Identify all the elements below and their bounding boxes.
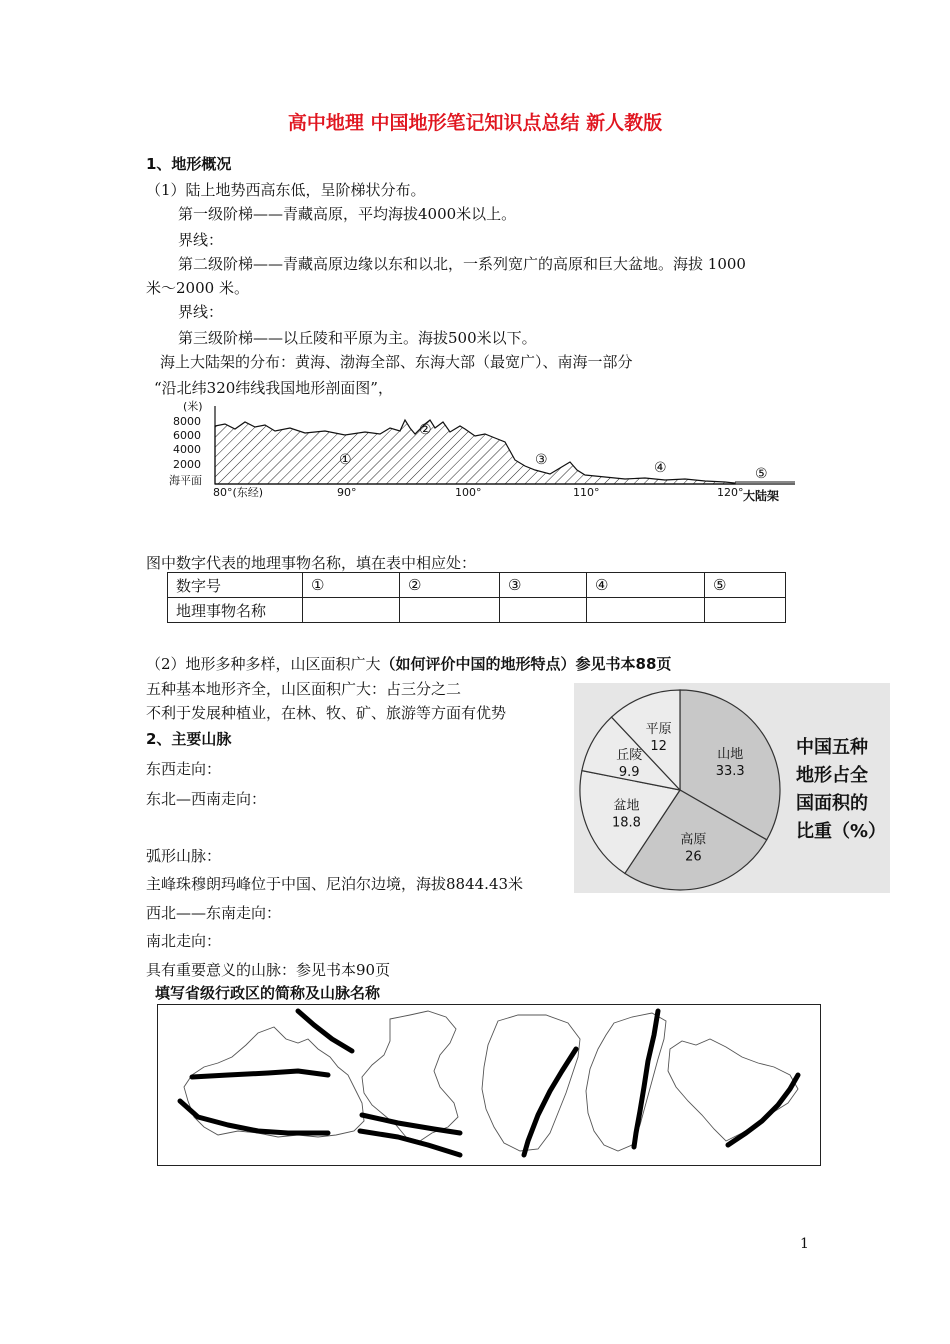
document-title: 高中地理 中国地形笔记知识点总结 新人教版 — [287, 112, 663, 134]
paragraph-2-prefix: （2）地形多种多样，山区面积广大 — [146, 655, 381, 673]
pie-value-label: 18.8 — [612, 815, 641, 831]
pie-value-label: 26 — [685, 849, 702, 865]
terrain-profile-figure — [165, 398, 805, 508]
mountain-line-taihang — [524, 1049, 576, 1155]
pie-chart-figure — [574, 683, 890, 893]
profile-x-tick: 110° — [573, 486, 600, 499]
profile-y-tick: 2000 — [173, 458, 201, 471]
map-heading: 填写省级行政区的简称及山脉名称 — [155, 984, 381, 1002]
pie-title-line: 比重（%） — [796, 821, 887, 842]
table-cell-number: ② — [400, 573, 500, 598]
unfavorable-text: 不利于发展种植业，在林、牧、矿、旅游等方面有优势 — [146, 704, 507, 722]
pie-category-label: 丘陵 — [616, 747, 643, 763]
table-cell-header-label: 数字号 — [168, 573, 303, 598]
pie-title-line: 中国五种 — [796, 737, 868, 758]
province-maps-box — [157, 1004, 821, 1166]
table-cell-blank[interactable] — [500, 598, 587, 623]
section-2-heading: 2、主要山脉 — [146, 730, 232, 748]
mountain-line-kunlun — [180, 1101, 328, 1133]
boundary-1-label: 界线： — [178, 231, 224, 249]
province-outline-gansu — [362, 1011, 458, 1141]
step-3-text: 第三级阶梯——以丘陵和平原为主。海拔500米以下。 — [178, 329, 537, 347]
profile-y-unit: (米) — [183, 400, 203, 413]
table-cell-number: ④ — [587, 573, 705, 598]
province-outline-guangxi — [668, 1039, 798, 1141]
pie-value-label: 12 — [650, 739, 667, 755]
profile-marker: ⑤ — [755, 466, 768, 482]
page-number: 1 — [800, 1236, 809, 1252]
profile-marker: ③ — [535, 452, 548, 468]
pie-value-label: 9.9 — [618, 764, 640, 780]
table-cell-blank[interactable] — [705, 598, 786, 623]
step-2-text: 第二级阶梯——青藏高原边缘以东和以北，一系列宽广的高原和巨大盆地。海拔 1000 — [178, 255, 746, 273]
table-cell-blank[interactable] — [303, 598, 400, 623]
table-row — [168, 598, 786, 623]
important-mountains-text: 具有重要意义的山脉：参见书本90页 — [146, 961, 391, 979]
profile-x-tick: 120° — [717, 486, 744, 499]
province-outline-maps — [158, 1005, 820, 1165]
profile-x-tick: 90° — [337, 486, 357, 499]
mountain-line-qinling — [360, 1131, 460, 1155]
table-cell-blank[interactable] — [587, 598, 705, 623]
shelf-text: 海上大陆架的分布：黄海、渤海全部、东海大部（最宽广）、南海一部分 — [160, 353, 633, 371]
pie-category-label: 平原 — [645, 722, 672, 738]
north-south-label: 南北走向： — [146, 932, 222, 950]
section-1-heading: 1、地形概况 — [146, 155, 232, 173]
table-cell-number: ① — [303, 573, 400, 598]
profile-marker: ④ — [654, 460, 667, 476]
pie-value-label: 33.3 — [715, 763, 745, 779]
fill-in-table — [167, 572, 786, 623]
profile-x-tick: 100° — [455, 486, 482, 499]
profile-marker: ② — [419, 422, 432, 438]
boundary-2-label: 界线： — [178, 303, 224, 321]
profile-y-tick: 4000 — [173, 443, 201, 456]
profile-y-tick: 8000 — [173, 415, 201, 428]
east-west-label: 东西走向： — [146, 760, 222, 778]
profile-x-tick: 80°(东经) — [213, 486, 264, 499]
table-cell-row-label: 地理事物名称 — [168, 598, 303, 623]
five-types-text: 五种基本地形齐全，山区面积广大：占三分之二 — [146, 680, 462, 698]
pie-title-line: 地形占全 — [796, 765, 868, 786]
step-2-text-cont: 米～2000 米。 — [146, 279, 249, 297]
mountain-line-wuyi — [634, 1011, 658, 1147]
mountain-line-altai — [298, 1011, 352, 1051]
paragraph-1: （1）陆上地势西高东低，呈阶梯状分布。 — [146, 181, 426, 199]
paragraph-2 — [146, 654, 671, 674]
mountain-line-qilian — [362, 1115, 460, 1133]
pie-title-line: 国面积的 — [796, 793, 868, 814]
pie-category-label: 盆地 — [613, 798, 640, 814]
profile-marker: ① — [339, 452, 352, 468]
arc-mountains-label: 弧形山脉： — [146, 847, 222, 865]
pie-chart — [574, 683, 890, 893]
profile-shelf-label: 大陆架 — [743, 489, 780, 503]
northwest-southeast-label: 西北——东南走向： — [146, 904, 282, 922]
mountain-line-tianshan — [192, 1071, 328, 1077]
step-1-text: 第一级阶梯——青藏高原，平均海拔4000米以上。 — [178, 205, 517, 223]
table-cell-number: ③ — [500, 573, 587, 598]
profile-caption: “沿北纬320纬线我国地形剖面图”， — [154, 379, 393, 397]
profile-y-tick: 6000 — [173, 429, 201, 442]
peak-text: 主峰珠穆朗玛峰位于中国、尼泊尔边境，海拔8844.43米 — [146, 875, 524, 893]
fill-instruction: 图中数字代表的地理事物名称，填在表中相应处： — [146, 554, 477, 572]
profile-sea-level-label: 海平面 — [169, 474, 202, 487]
northeast-southwest-label: 东北—西南走向： — [146, 790, 267, 808]
pie-category-label: 高原 — [680, 832, 707, 848]
paragraph-2-bold: （如何评价中国的地形特点）参见书本88页 — [380, 655, 672, 673]
table-cell-number: ⑤ — [705, 573, 786, 598]
pie-category-label: 山地 — [717, 746, 744, 762]
table-row — [168, 573, 786, 598]
table-cell-blank[interactable] — [400, 598, 500, 623]
